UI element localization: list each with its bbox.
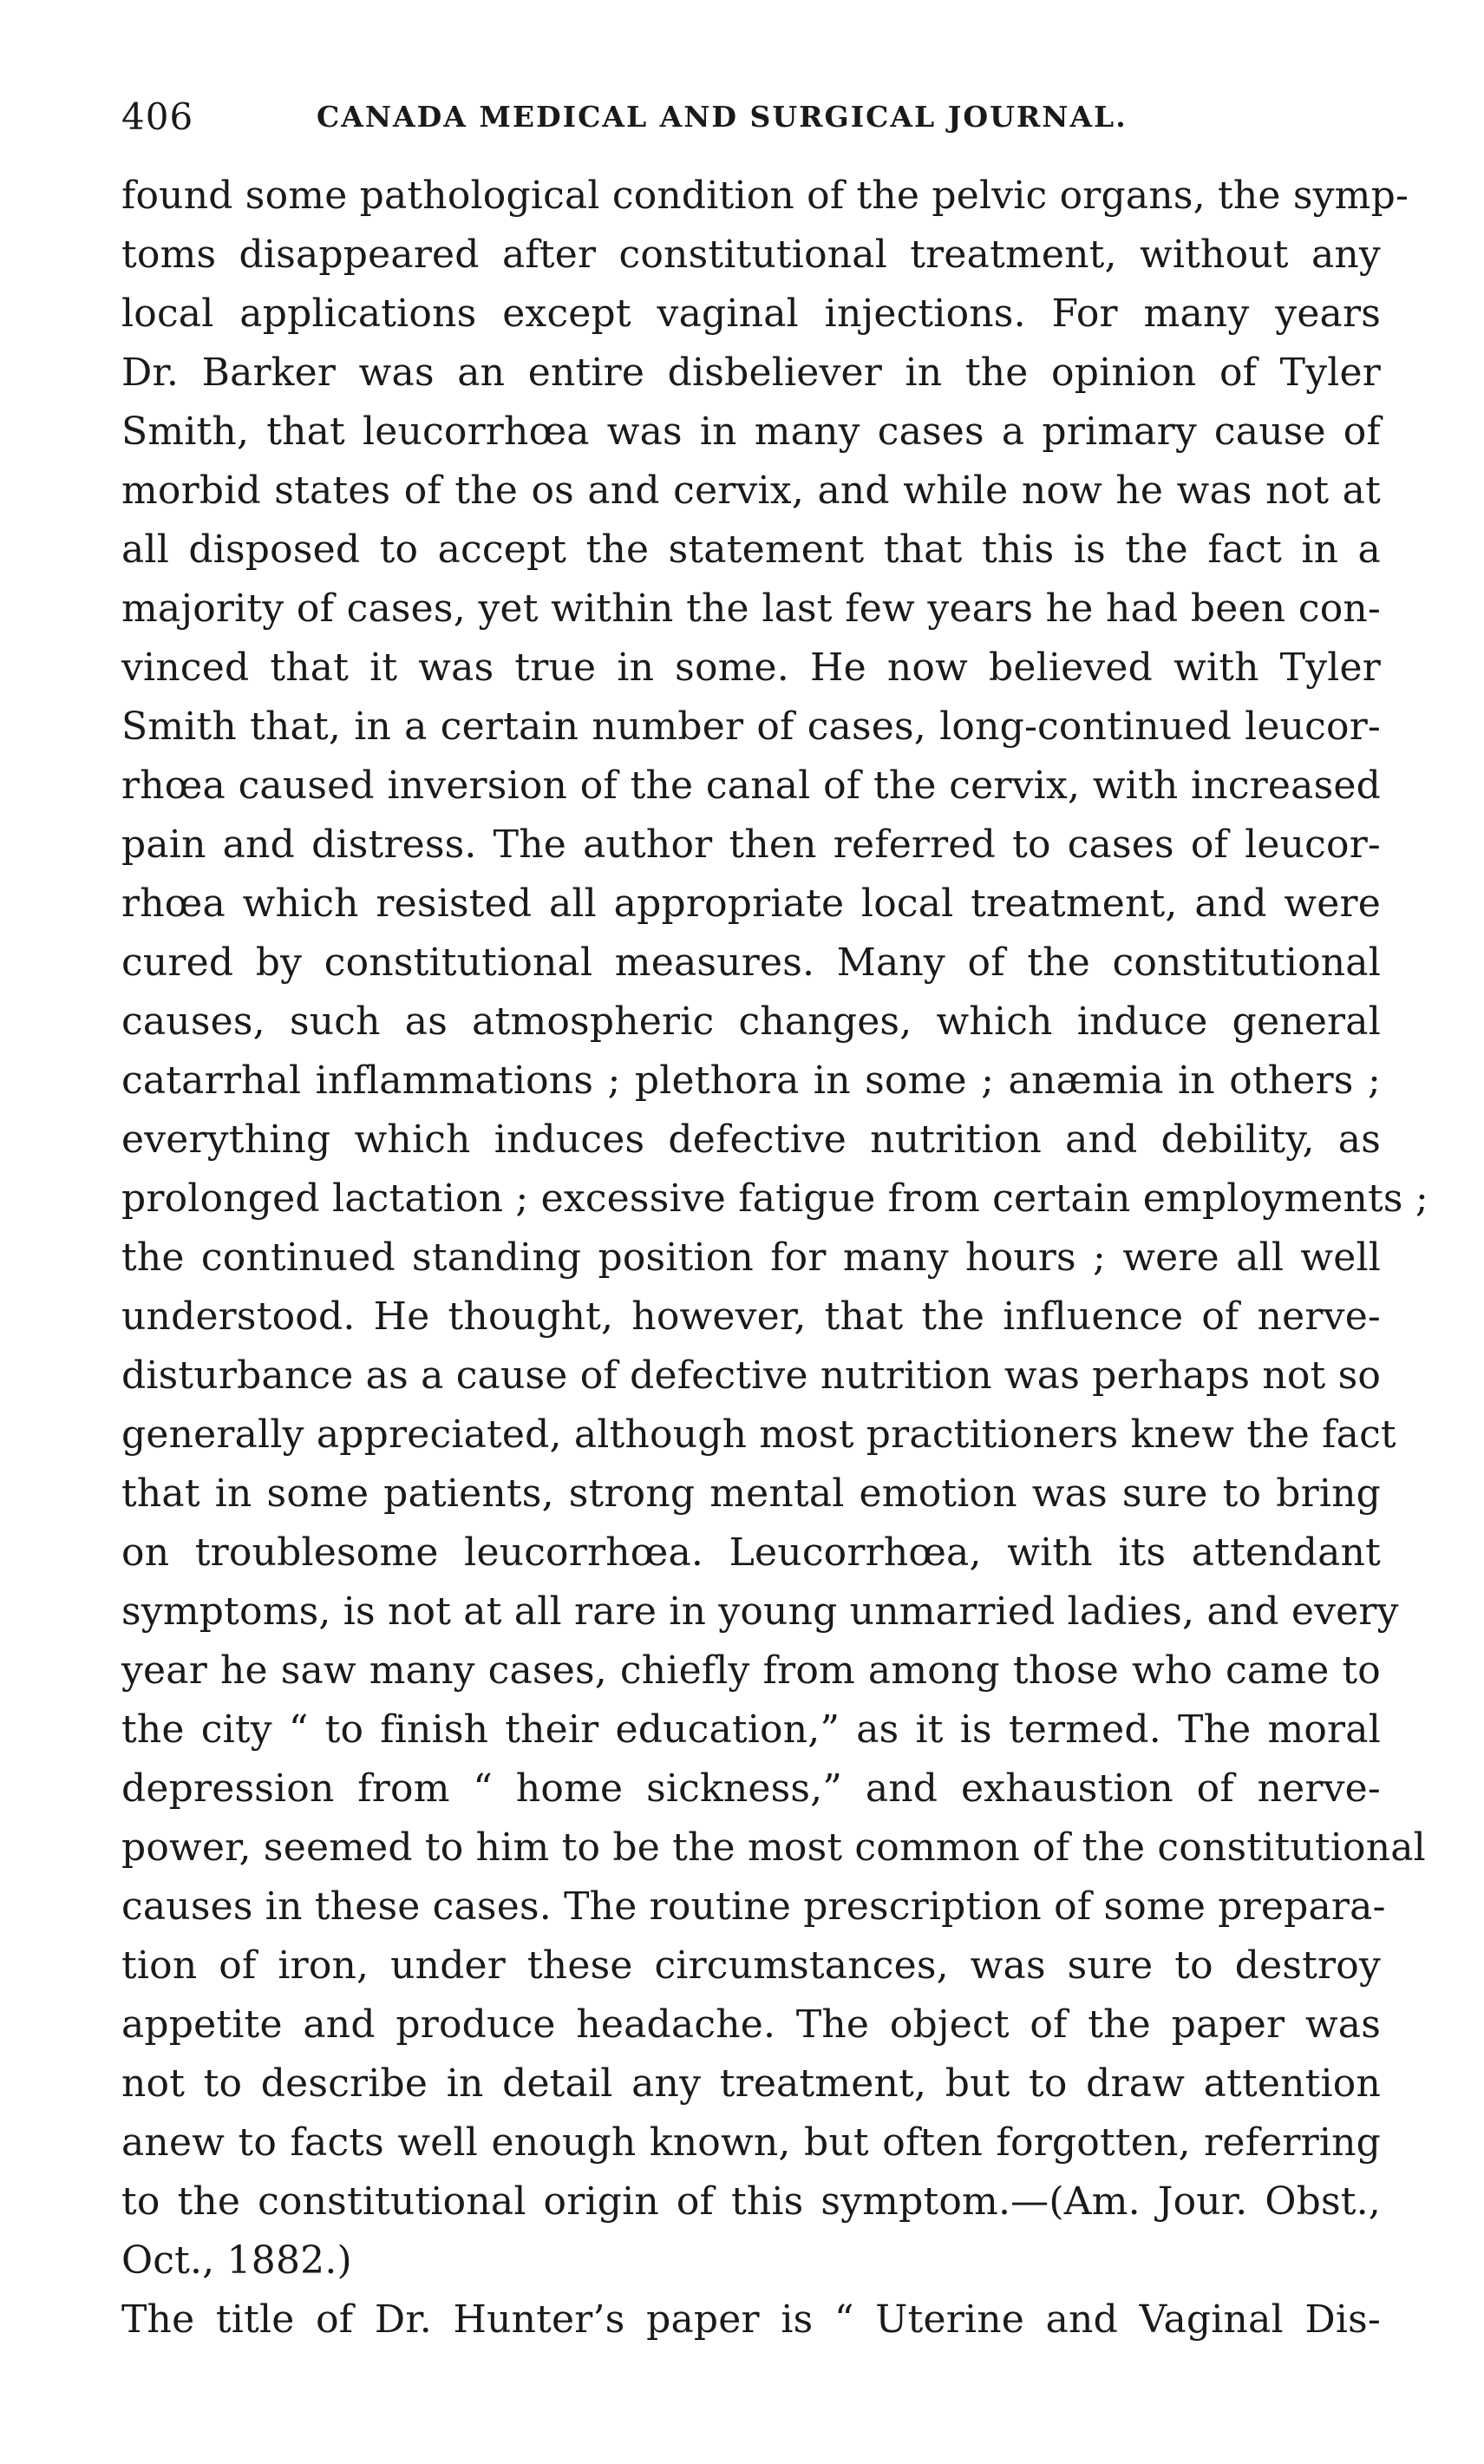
text-line: that in some patients, strong mental emotion was sure to bring [121,1471,1381,1516]
text-line: Smith that, in a certain number of cases, long-continued leucor- [121,704,1381,749]
text-line: morbid states of the os and cervix, and while now he was not at [121,469,1381,513]
text-line: disturbance as a cause of defective nutrition was perhaps not so [121,1353,1382,1398]
text-line: appetite and produce headache. The object of the paper was [121,2002,1381,2047]
text-line: understood. He thought, however, that the influence of nerve- [121,1294,1381,1339]
text-line: all disposed to accept the statement that this is the fact in a [121,528,1381,572]
page-number: 406 [121,95,194,138]
journal-page [121,87,1428,2349]
citation-date-line: Oct., 1882.) [121,2238,352,2283]
text-line: not to describe in detail any treatment, but to draw attention [121,2061,1381,2106]
text-line: Dr. Barker was an entire disbeliever in the opinion of Tyler [121,351,1381,395]
text-line: generally appreciated, although most practitioners knew the fact [121,1412,1396,1457]
text-line: prolonged lactation ; excessive fatigue from certain employments ; [121,1176,1428,1221]
text-line: on troublesome leucorrhœa. Leucorrhœa, with its attendant [121,1530,1381,1575]
text-line: local applications except vaginal injections. For many years [121,292,1381,336]
text-line: found some pathological condition of the pelvic organs, the symp- [121,174,1409,218]
body-text [121,167,1428,2349]
text-line: causes in these cases. The routine prescription of some prepara- [121,1884,1386,1929]
text-line: causes, such as atmospheric changes, which induce general [121,999,1381,1044]
text-line: The title of Dr. Hunter’s paper is “ Uterine and Vaginal Dis- [121,2297,1381,2342]
text-line: Smith, that leucorrhœa was in many cases a primary cause of [121,410,1381,454]
text-line: tion of iron, under these circumstances, was sure to destroy [121,1943,1381,1988]
text-line: anew to facts well enough known, but often forgotten, referring [121,2120,1381,2165]
text-line: pain and distress. The author then referred to cases of leucor- [121,822,1381,867]
text-line: year he saw many cases, chiefly from among those who came to [121,1648,1381,1693]
text-line: cured by constitutional measures. Many of the constitutional [121,940,1381,985]
text-line: rhœa caused inversion of the canal of the cervix, with increased [121,763,1381,808]
text-line: the continued standing position for many hours ; were all well [121,1235,1381,1280]
text-line: the city “ to finish their education,” as it is termed. The moral [121,1707,1381,1752]
text-line: depression from “ home sickness,” and exhaustion of nerve- [121,1766,1381,1811]
text-line: everything which induces defective nutrition and debility, as [121,1117,1381,1162]
text-line: toms disappeared after constitutional treatment, without any [121,233,1381,277]
page-header [121,87,1381,147]
text-line: power, seemed to him to be the most common of the constitutional [121,1825,1426,1870]
running-title: CANADA MEDICAL AND SURGICAL JOURNAL. [317,100,1128,134]
text-line: catarrhal inflammations ; plethora in some ; anæmia in others ; [121,1058,1381,1103]
citation-line: to the constitutional origin of this symptom.—(Am. Jour. Obst., [121,2179,1381,2224]
text-line: rhœa which resisted all appropriate local treatment, and were [121,881,1381,926]
text-line: symptoms, is not at all rare in young unmarried ladies, and every [121,1589,1399,1634]
text-line: majority of cases, yet within the last few years he had been con- [121,587,1381,631]
text-line: vinced that it was true in some. He now believed with Tyler [121,645,1381,690]
